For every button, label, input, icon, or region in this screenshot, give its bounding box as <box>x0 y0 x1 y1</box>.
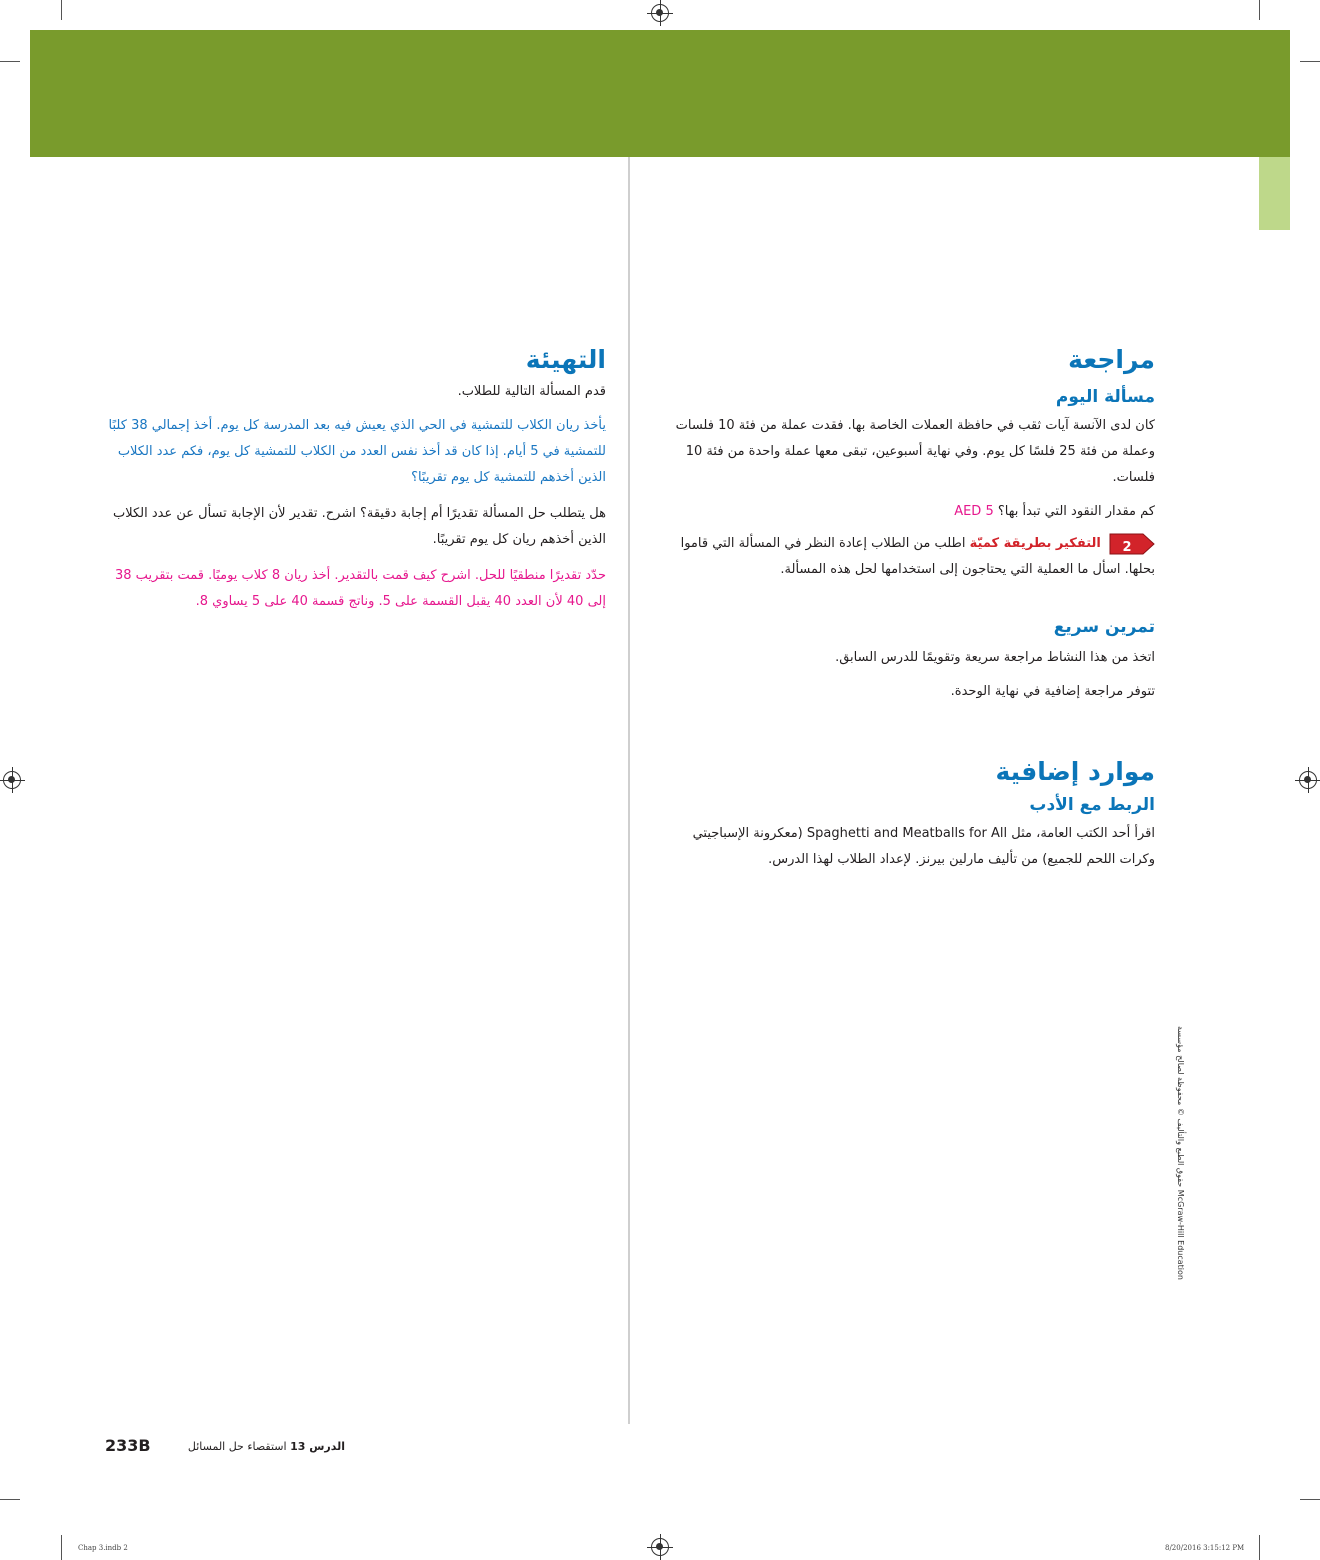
crop-mark <box>1259 1535 1260 1560</box>
problem-of-day-text: كان لدى الآنسة آيات ثقب في حافظة العملات الخاصة بها. فقدت عملة من فئة 10 فلسات وعملة من فئة 25 فلسًا كل يوم. وفي نهاية أسبوعين، تبقى معها عملة واحدة من فئة 10 فلسات. <box>675 418 1155 485</box>
warmup-answer: حدّد تقديرًا منطقيًا للحل. اشرح كيف قمت بالتقدير. أخذ ريان 8 كلاب يوميًا. قمت بتقريب 38 إلى 40 لأن العدد 40 يقبل القسمة على 5. وناتج قسمة 40 على 5 يساوي 8. <box>115 568 606 609</box>
registration-mark-icon <box>3 771 21 789</box>
page-number: 233B <box>105 1436 151 1455</box>
slug-file: Chap 3.indb 2 <box>78 1544 128 1552</box>
quick-practice-line1: اتخذ من هذا النشاط مراجعة سريعة وتقويمًا للدرس السابق. <box>835 650 1155 665</box>
crop-mark <box>1259 0 1260 20</box>
registration-mark-icon <box>651 4 669 22</box>
problem-question <box>655 499 1155 525</box>
crop-mark <box>1300 61 1320 62</box>
copyright-text: حقوق الطبع والتأليف © محفوظة لصالح مؤسسة McGraw-Hill Education <box>1176 1026 1185 1280</box>
question-text: كم مقدار النقود التي تبدأ بها؟ <box>997 504 1155 519</box>
crop-mark <box>61 1535 62 1560</box>
badge-number: 2 <box>1122 539 1132 555</box>
crop-mark <box>0 61 20 62</box>
copyright-credit <box>1175 1026 1187 1306</box>
column-divider <box>628 157 630 1424</box>
extra-resources-heading: موارد إضافية <box>995 757 1155 786</box>
thinking-label: التفكير بطريقة كميّة <box>969 536 1101 551</box>
math-practice-badge <box>1109 533 1155 555</box>
warmup-question: هل يتطلب حل المسألة تقديرًا أم إجابة دقيقة؟ اشرح. تقدير لأن الإجابة تسأل عن عدد الكلاب الذين أخذهم ريان كل يوم تقريبًا. <box>112 506 606 547</box>
thinking-text: اطلب من الطلاب إعادة النظر في المسألة التي قاموا بحلها. اسأل ما العملية التي يحتاجون إلى استخدامها لحل هذه المسألة. <box>680 536 1155 577</box>
lesson-title: استقصاء حل المسائل <box>187 1440 287 1453</box>
crop-mark <box>1300 1499 1320 1500</box>
warmup-column <box>100 345 606 615</box>
problem-of-day-heading: مسألة اليوم <box>1055 387 1155 407</box>
literature-line2: وكرات اللحم للجميع) من تأليف مارلين بيرنز. لإعداد الطلاب لهذا الدرس. <box>768 852 1155 867</box>
literature-line1: اقرأ أحد الكتب العامة، مثل Spaghetti and Meatballs for All (معكرونة الإسباجيتي <box>692 826 1155 841</box>
crop-mark <box>61 0 62 20</box>
warmup-problem: يأخذ ريان الكلاب للتمشية في الحي الذي يعيش فيه بعد المدرسة كل يوم. أخذ إجمالي 38 كلبًا للتمشية في 5 أيام. إذا كان قد أخذ نفس العدد من الكلاب للتمشية كل يوم، فكم عدد الكلاب الذين أخذهم للتمشية كل يوم تقريبًا؟ <box>108 418 606 485</box>
registration-mark-icon <box>651 1538 669 1556</box>
review-heading: مراجعة <box>1068 345 1155 374</box>
lesson-footer <box>175 1440 345 1453</box>
crop-mark <box>0 1499 20 1500</box>
warmup-intro: قدم المسألة التالية للطلاب. <box>457 384 606 399</box>
thinking-paragraph <box>655 531 1155 583</box>
side-tab <box>1259 157 1290 230</box>
registration-mark-icon <box>1299 771 1317 789</box>
warmup-heading: التهيئة <box>525 345 606 374</box>
quick-practice-heading: تمرين سريع <box>1053 617 1155 637</box>
slug-timestamp: 8/20/2016 3:15:12 PM <box>1165 1544 1245 1552</box>
quick-practice-line2: تتوفر مراجعة إضافية في نهاية الوحدة. <box>950 684 1155 699</box>
review-column <box>655 345 1155 873</box>
literature-connection-heading: الربط مع الأدب <box>1029 795 1155 815</box>
lesson-label: الدرس 13 <box>290 1440 345 1453</box>
green-banner <box>30 30 1290 157</box>
question-answer: AED 5 <box>954 504 994 519</box>
